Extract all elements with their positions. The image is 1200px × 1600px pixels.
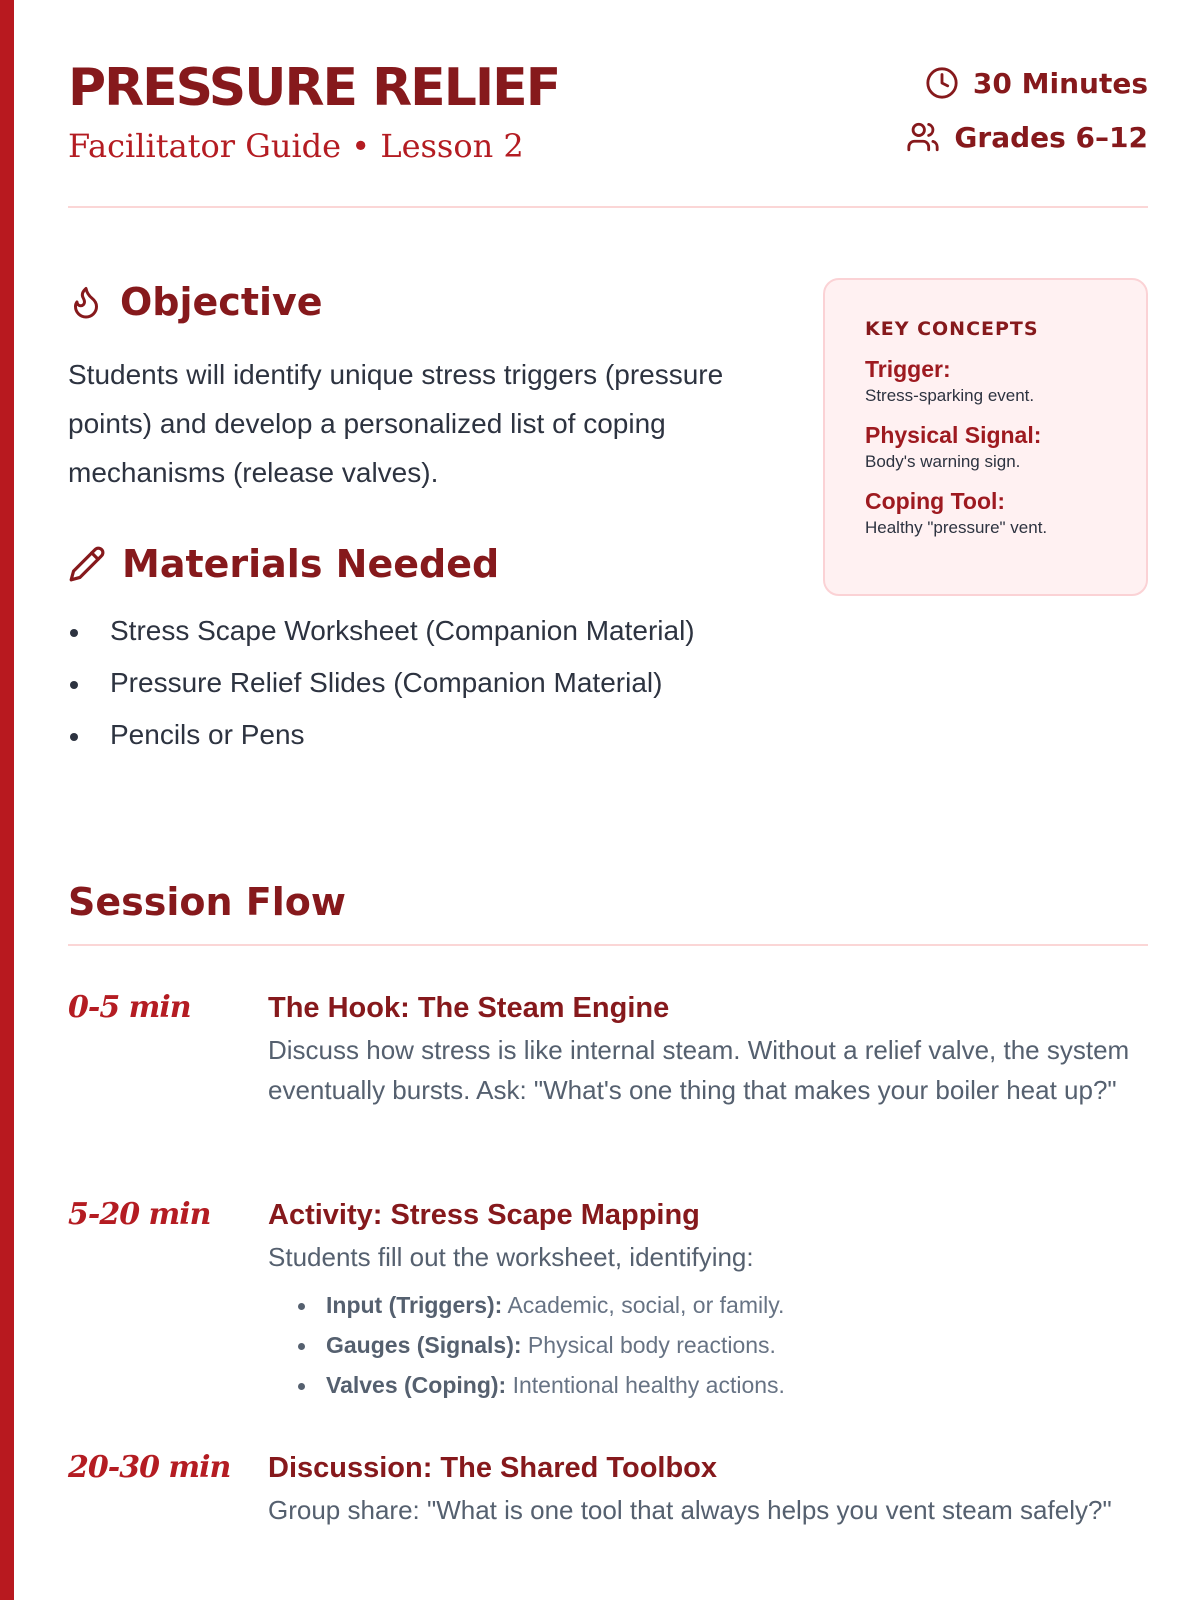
key-concepts-card [823, 278, 1148, 596]
flow-body [268, 1448, 1148, 1530]
bullet-text: Physical body reactions. [521, 1332, 776, 1358]
list-item [298, 1365, 1148, 1405]
list-item: Pressure Relief Slides (Companion Material) [68, 660, 768, 706]
objective-heading [68, 278, 323, 326]
list-item: Stress Scape Worksheet (Companion Material) [68, 608, 768, 654]
header-divider [68, 206, 1148, 208]
duration-row [848, 56, 1148, 110]
bullet-label: Valves (Coping): [326, 1372, 507, 1398]
page-subtitle: Facilitator Guide • Lesson 2 [68, 127, 524, 165]
grades-label: Grades 6–12 [954, 120, 1148, 154]
flow-title: Discussion: The Shared Toolbox [268, 1452, 718, 1484]
list-item [298, 1325, 1148, 1365]
list-item: Pencils or Pens [68, 712, 768, 758]
flow-time: 0-5 min [68, 990, 191, 1025]
page-title: PRESSURE RELIEF [68, 58, 560, 118]
flow-time: 5-20 min [68, 1197, 211, 1232]
session-flow-divider [68, 944, 1148, 946]
concept-term: Physical Signal: [865, 422, 1042, 448]
materials-heading-label: Materials Needed [122, 542, 500, 586]
concept-term: Coping Tool: [865, 488, 1006, 514]
duration-label: 30 Minutes [972, 66, 1148, 100]
materials-list [68, 608, 768, 764]
key-concepts-heading: KEY CONCEPTS [865, 318, 1039, 340]
pencil-icon [68, 545, 106, 583]
clock-icon [925, 66, 959, 100]
flow-description: Group share: "What is one tool that always helps you vent steam safely?" [268, 1495, 1112, 1525]
bullet-text: Intentional healthy actions. [506, 1372, 785, 1398]
objective-heading-label: Objective [120, 280, 323, 324]
list-item [298, 1285, 1148, 1325]
concept-definition: Body's warning sign. [865, 452, 1021, 471]
concept-definition: Stress-sparking event. [865, 386, 1035, 405]
flow-time: 20-30 min [68, 1450, 231, 1485]
flow-title: Activity: Stress Scape Mapping [268, 1199, 700, 1231]
grades-row [848, 110, 1148, 164]
session-flow-heading: Session Flow [68, 880, 346, 924]
objective-text: Students will identify unique stress triggers (pressure points) and develop a personalized list of coping mechanisms (release valves). [68, 359, 724, 488]
bullet-label: Gauges (Signals): [326, 1332, 522, 1358]
flow-body [268, 1195, 1148, 1405]
lesson-meta [848, 56, 1148, 164]
flow-body [268, 988, 1148, 1110]
users-icon [906, 120, 940, 154]
concept-term: Trigger: [865, 356, 951, 382]
flow-description: Discuss how stress is like internal steam. Without a relief valve, the system eventually bursts. Ask: "What's one thing that makes your boiler heat up?" [268, 1035, 1130, 1105]
flow-title: The Hook: The Steam Engine [268, 992, 670, 1024]
flame-icon [68, 284, 104, 320]
materials-heading [68, 540, 499, 588]
accent-bar [0, 0, 14, 1600]
facilitator-guide-page [68, 0, 1148, 1600]
header [68, 56, 1148, 206]
bullet-label: Input (Triggers): [326, 1292, 503, 1318]
flow-bullet-list [268, 1285, 1148, 1405]
concept-definition: Healthy "pressure" vent. [865, 518, 1048, 537]
bullet-text: Academic, social, or family. [502, 1292, 785, 1318]
flow-description: Students fill out the worksheet, identifying: [268, 1242, 754, 1272]
